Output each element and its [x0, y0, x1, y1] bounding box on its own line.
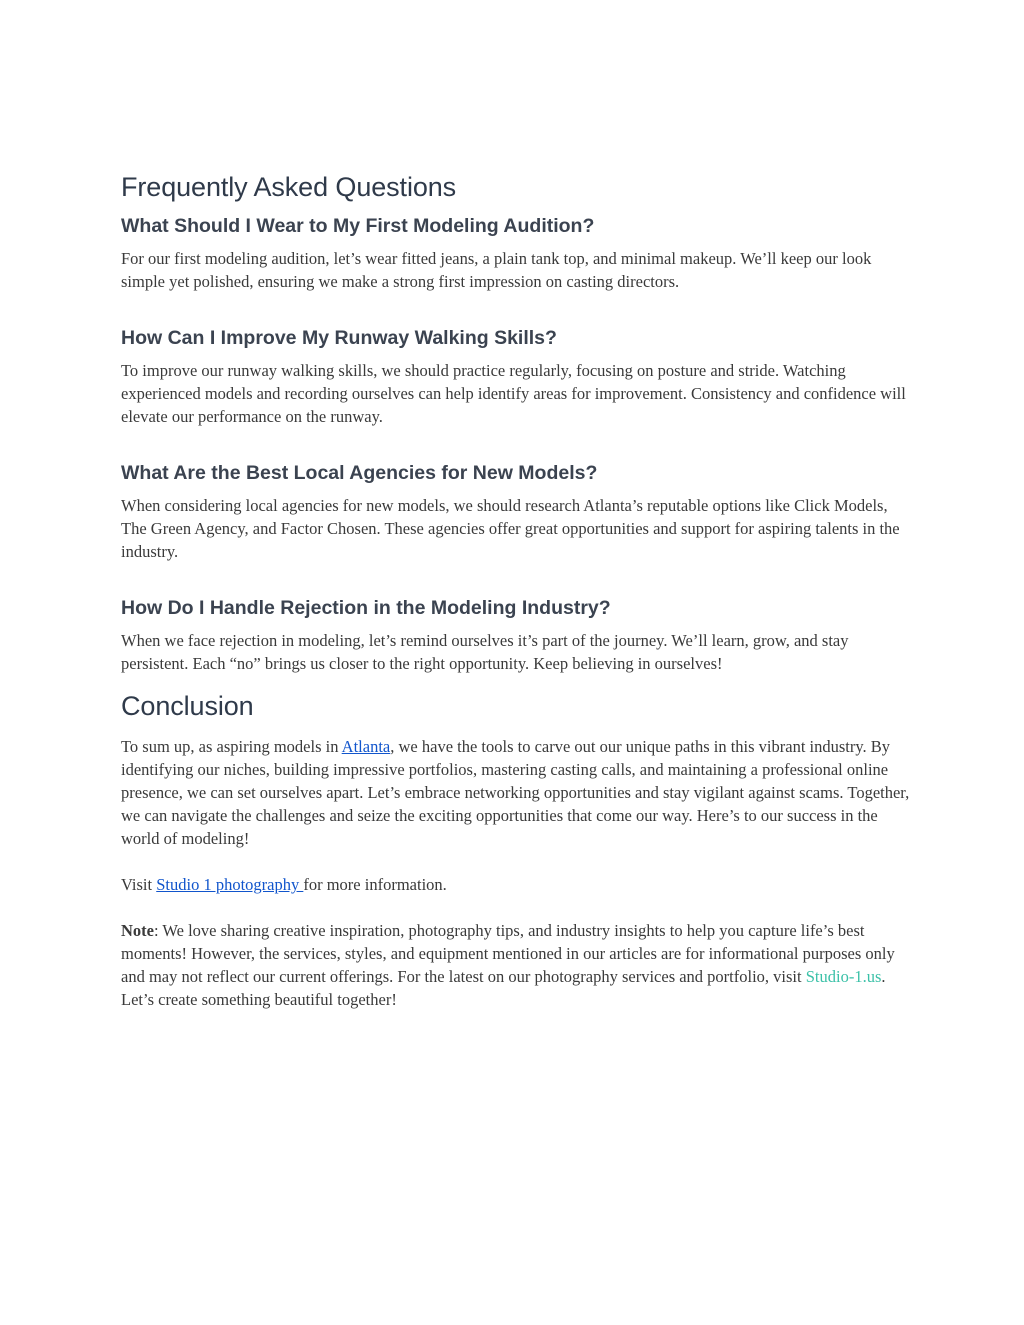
faq-heading: Frequently Asked Questions — [121, 172, 457, 202]
faq-question-2: How Can I Improve My Runway Walking Skills? — [121, 327, 557, 349]
conclusion-text-start: To sum up, as aspiring models in — [121, 737, 342, 756]
faq-question-3: What Are the Best Local Agencies for New Models? — [121, 462, 598, 484]
faq-question-4: How Do I Handle Rejection in the Modeling Industry? — [121, 597, 611, 619]
faq-answer-4: When we face rejection in modeling, let’s remind ourselves it’s part of the journey. We’ll learn, grow, and stay persistent. Each “no” brings us closer to the right opportunity. Keep believing in ourselves! — [121, 631, 849, 673]
conclusion-paragraph — [121, 735, 911, 850]
studio-photography-link[interactable]: Studio 1 photography — [156, 875, 304, 894]
faq-question-1: What Should I Wear to My First Modeling Audition? — [121, 215, 595, 237]
spacer — [121, 850, 911, 873]
studio-site-link[interactable]: Studio-1.us — [805, 967, 882, 986]
visit-paragraph — [121, 873, 911, 896]
spacer — [121, 428, 911, 460]
visit-suffix: for more information. — [303, 875, 447, 894]
conclusion-heading: Conclusion — [121, 691, 254, 721]
note-text-start: : We love sharing creative inspiration, photography tips, and industry insights to help you capture life’s best moments! However, the services, styles, and equipment mentioned in our articles are for informational purposes only and may not reflect our current offerings. For the latest on our photography services and portfolio, visit — [121, 921, 895, 986]
atlanta-link[interactable]: Atlanta — [341, 737, 391, 756]
spacer — [121, 293, 911, 325]
conclusion-text-end: , we have the tools to carve out our unique paths in this vibrant industry. By identifying our niches, building impressive portfolios, mastering casting calls, and maintaining a professional online presence, we can set ourselves apart. Let’s embrace networking opportunities and stay vigilant against scams. Together, we can navigate the challenges and seize the exciting opportunities that come our way. Here’s to our success in the world of modeling! — [121, 737, 910, 848]
note-label: Note — [121, 921, 154, 940]
faq-answer-2: To improve our runway walking skills, we should practice regularly, focusing on posture and stride. Watching experienced models and recording ourselves can help identify areas for improvement. Consistency and confidence will elevate our performance on the runway. — [121, 361, 906, 426]
note-text-end: . Let’s create something beautiful together! — [121, 967, 886, 1009]
visit-prefix: Visit — [121, 875, 157, 894]
article-content — [121, 168, 911, 1011]
spacer — [121, 896, 911, 919]
faq-answer-3: When considering local agencies for new models, we should research Atlanta’s reputable options like Click Models, The Green Agency, and Factor Chosen. These agencies offer great opportunities and support for aspiring talents in the industry. — [121, 496, 900, 561]
spacer — [121, 563, 911, 595]
note-paragraph — [121, 919, 911, 1011]
faq-answer-1: For our first modeling audition, let’s wear fitted jeans, a plain tank top, and minimal makeup. We’ll keep our look simple yet polished, ensuring we make a strong first impression on casting directors. — [121, 249, 872, 291]
